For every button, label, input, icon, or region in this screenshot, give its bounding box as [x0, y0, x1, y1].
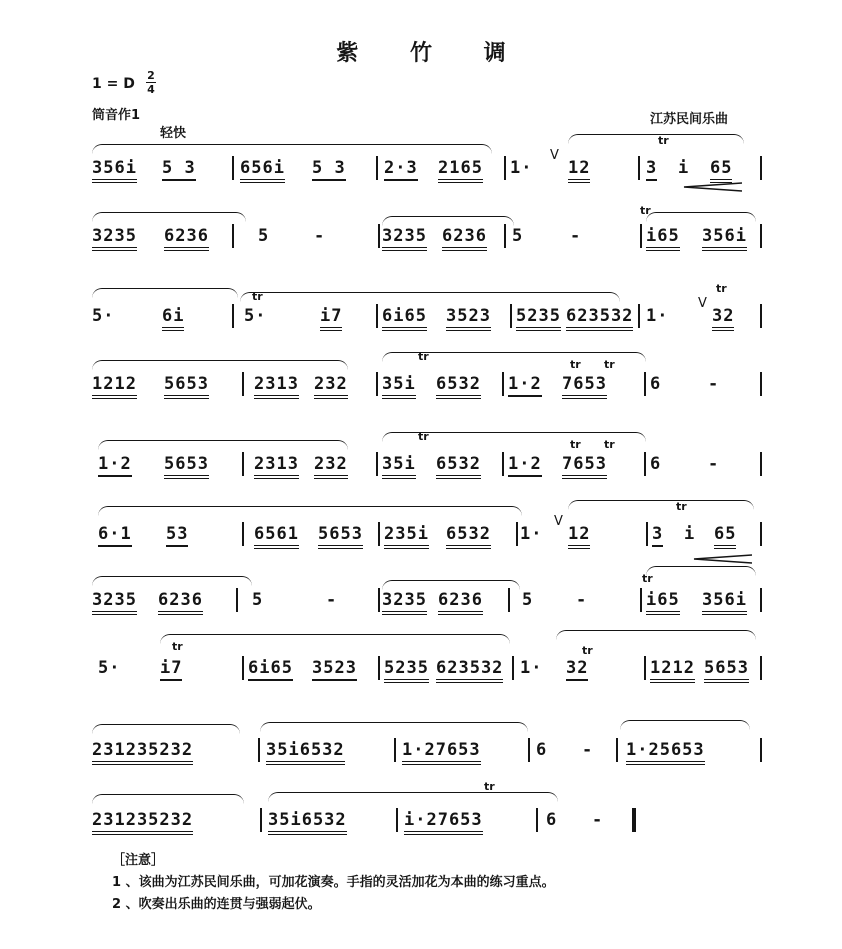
barline — [504, 156, 506, 180]
note-group: - — [708, 454, 720, 474]
slur — [556, 630, 756, 641]
note-group: 6 — [546, 810, 558, 830]
note-group: 12 — [568, 158, 590, 183]
note-group: 623532 — [566, 306, 633, 331]
note-group: 6532 — [446, 524, 491, 549]
barline — [378, 522, 380, 546]
performance-notes — [112, 850, 555, 916]
note-group: 53 — [166, 524, 188, 547]
note-group: 356i — [92, 158, 137, 183]
barline — [760, 372, 762, 396]
note-group: 5 3 — [312, 158, 346, 181]
barline — [242, 522, 244, 546]
note-group: 1·2 — [508, 374, 542, 397]
notes-heading: ［注意］ — [112, 853, 165, 868]
note-group: 3235 — [382, 226, 427, 251]
barline — [760, 156, 762, 180]
slur — [260, 722, 528, 733]
slur — [92, 360, 348, 371]
score-line-4 — [92, 350, 762, 410]
note-group: 1212 — [650, 658, 695, 683]
trill-mark: tr — [640, 204, 651, 217]
barline — [528, 738, 530, 762]
note-group: i·27653 — [404, 810, 483, 835]
slur — [92, 144, 492, 155]
note-group: 7653 — [562, 454, 607, 479]
barline — [260, 808, 262, 832]
trill-mark: tr — [418, 430, 429, 443]
note-group: 232 — [314, 374, 348, 399]
barline — [376, 156, 378, 180]
note-group: 5235 — [516, 306, 561, 331]
note-group: 5 — [522, 590, 534, 610]
slur — [160, 634, 510, 645]
composer-credit: 江苏民间乐曲 — [650, 112, 729, 127]
barline — [644, 656, 646, 680]
score-line-7 — [92, 566, 762, 626]
note-group: 5653 — [704, 658, 749, 683]
note-group: 2313 — [254, 374, 299, 399]
note-group: 235i — [384, 524, 429, 549]
note-group: 6 — [650, 374, 662, 394]
note-group: 231235232 — [92, 740, 193, 765]
note-group: 3523 — [312, 658, 357, 681]
score-line-5 — [92, 430, 762, 490]
note-group: 6i65 — [382, 306, 427, 331]
note-group: 5653 — [164, 374, 209, 399]
barline — [232, 304, 234, 328]
note-group: 5 — [252, 590, 264, 610]
time-denominator: 4 — [147, 83, 155, 96]
barline — [378, 656, 380, 680]
note-group: 356i — [702, 590, 747, 615]
barline — [760, 656, 762, 680]
trill-mark: tr — [418, 350, 429, 363]
breath-mark: V — [554, 514, 563, 529]
note-group: 1·2 — [98, 454, 132, 477]
score-line-6 — [92, 500, 762, 560]
note-group: i7 — [160, 658, 182, 681]
note-group: 35i6532 — [268, 810, 347, 835]
note-group: 3523 — [446, 306, 491, 331]
note-group: i7 — [320, 306, 342, 331]
slur — [92, 724, 240, 735]
note-group: 32 — [712, 306, 734, 331]
note-group: 6i65 — [248, 658, 293, 681]
barline — [640, 588, 642, 612]
note-group: - — [570, 226, 582, 246]
slur — [620, 720, 750, 731]
note-group: i — [684, 524, 696, 544]
note-group: 232 — [314, 454, 348, 479]
note-group: 6236 — [164, 226, 209, 251]
note-group: 3 — [646, 158, 657, 181]
note-group: 65 — [714, 524, 736, 549]
trill-mark: tr — [642, 572, 653, 585]
barline — [640, 224, 642, 248]
note-group: 1212 — [92, 374, 137, 399]
barline — [536, 808, 538, 832]
score-line-9 — [92, 716, 762, 776]
barline — [510, 304, 512, 328]
note-group: 1· — [510, 158, 533, 178]
note-group: 6·1 — [98, 524, 132, 547]
slur — [568, 500, 754, 511]
note-group: 3235 — [92, 226, 137, 251]
barline — [502, 452, 504, 476]
barline — [760, 522, 762, 546]
score-line-8 — [92, 634, 762, 694]
note-group: 656i — [240, 158, 285, 183]
slur — [92, 576, 252, 587]
note-group: 1· — [646, 306, 669, 326]
note-group: i65 — [646, 590, 680, 615]
barline — [376, 372, 378, 396]
barline — [504, 224, 506, 248]
barline — [760, 738, 762, 762]
barline — [644, 372, 646, 396]
note-group: 6236 — [442, 226, 487, 251]
trill-mark: tr — [676, 500, 687, 513]
note-group: 3235 — [382, 590, 427, 615]
barline — [760, 588, 762, 612]
score-line-1 — [92, 134, 762, 194]
score-line-3 — [92, 282, 762, 342]
slur — [240, 292, 620, 303]
note-group: 32 — [566, 658, 588, 681]
trill-mark: tr — [582, 644, 593, 657]
barline — [646, 522, 648, 546]
score-line-10 — [92, 780, 762, 846]
note-group: 35i — [382, 374, 416, 399]
slur — [268, 792, 558, 803]
note-group: 6 — [536, 740, 548, 760]
note-group: i65 — [646, 226, 680, 251]
breath-mark: V — [698, 296, 707, 311]
final-barline — [632, 808, 636, 832]
note-group: - — [592, 810, 604, 830]
note-group: 2165 — [438, 158, 483, 183]
barline — [232, 156, 234, 180]
note-group: - — [708, 374, 720, 394]
note-group: 1·2 — [508, 454, 542, 477]
note-group: 5· — [92, 306, 115, 326]
note-group: 6 — [650, 454, 662, 474]
barline — [376, 304, 378, 328]
barline — [644, 452, 646, 476]
barline — [638, 156, 640, 180]
barline — [508, 588, 510, 612]
slur — [92, 794, 244, 805]
note-group: 356i — [702, 226, 747, 251]
barline — [258, 738, 260, 762]
trill-mark: tr — [252, 290, 263, 303]
barline — [394, 738, 396, 762]
tempo-marking: 轻快 — [160, 126, 187, 141]
slur — [646, 212, 756, 223]
note-group: 231235232 — [92, 810, 193, 835]
note-group: 7653 — [562, 374, 607, 399]
note-group: 6532 — [436, 374, 481, 399]
note-group: i — [678, 158, 690, 178]
slur — [98, 440, 348, 451]
note-group: 5· — [244, 306, 267, 326]
note-group: 5235 — [384, 658, 429, 683]
note-group: 12 — [568, 524, 590, 549]
note-group: 35i — [382, 454, 416, 479]
note-group: 2313 — [254, 454, 299, 479]
barline — [396, 808, 398, 832]
trill-mark: tr — [570, 358, 581, 371]
time-signature — [146, 70, 156, 95]
note-group: 35i6532 — [266, 740, 345, 765]
crescendo-hairpin — [692, 554, 752, 564]
fingering-note: 筒音作1 — [92, 108, 141, 123]
score-line-2 — [92, 202, 762, 262]
trill-mark: tr — [658, 134, 669, 147]
note-group: 3 — [652, 524, 663, 547]
note-group: - — [582, 740, 594, 760]
trill-mark: tr — [570, 438, 581, 451]
note-group: 1· — [520, 658, 543, 678]
barline — [236, 588, 238, 612]
barline — [760, 452, 762, 476]
slur — [92, 212, 246, 223]
barline — [512, 656, 514, 680]
barline — [378, 588, 380, 612]
time-numerator: 2 — [147, 69, 155, 82]
note-group: 6236 — [158, 590, 203, 615]
barline — [760, 304, 762, 328]
note-group: 6236 — [438, 590, 483, 615]
note-group: - — [314, 226, 326, 246]
note-group: 6i — [162, 306, 184, 331]
barline — [242, 656, 244, 680]
sheet-title: 紫 竹 调 — [336, 41, 528, 66]
barline — [760, 224, 762, 248]
slur — [92, 288, 238, 299]
note-group: 65 — [710, 158, 732, 183]
note-group: 5653 — [318, 524, 363, 549]
barline — [378, 224, 380, 248]
note-group: - — [326, 590, 338, 610]
barline — [638, 304, 640, 328]
barline — [232, 224, 234, 248]
note-item-1: 1 、该曲为江苏民间乐曲，可加花演奏。手指的灵活加花为本曲的练习重点。 — [112, 875, 555, 890]
trill-mark: tr — [604, 358, 615, 371]
note-group: 3235 — [92, 590, 137, 615]
note-group: 6561 — [254, 524, 299, 549]
barline — [376, 452, 378, 476]
barline — [242, 372, 244, 396]
note-group: 5 — [512, 226, 524, 246]
note-group: 5· — [98, 658, 121, 678]
note-group: 5 — [258, 226, 270, 246]
key-signature: 1 = D — [92, 76, 135, 92]
note-group: - — [576, 590, 588, 610]
barline — [616, 738, 618, 762]
trill-mark: tr — [484, 780, 495, 793]
barline — [242, 452, 244, 476]
breath-mark: V — [550, 148, 559, 163]
note-group: 1· — [520, 524, 543, 544]
note-group: 1·25653 — [626, 740, 705, 765]
note-group: 5653 — [164, 454, 209, 479]
slur — [568, 134, 744, 145]
note-group: 1·27653 — [402, 740, 481, 765]
note-group: 6532 — [436, 454, 481, 479]
trill-mark: tr — [172, 640, 183, 653]
barline — [516, 522, 518, 546]
crescendo-hairpin — [682, 182, 742, 192]
note-group: 623532 — [436, 658, 503, 683]
barline — [502, 372, 504, 396]
note-group: 5 3 — [162, 158, 196, 181]
slur — [646, 566, 756, 577]
slur — [98, 506, 522, 517]
note-group: 2·3 — [384, 158, 418, 181]
note-item-2: 2 、吹奏出乐曲的连贯与强弱起伏。 — [112, 897, 321, 912]
trill-mark: tr — [604, 438, 615, 451]
trill-mark: tr — [716, 282, 727, 295]
